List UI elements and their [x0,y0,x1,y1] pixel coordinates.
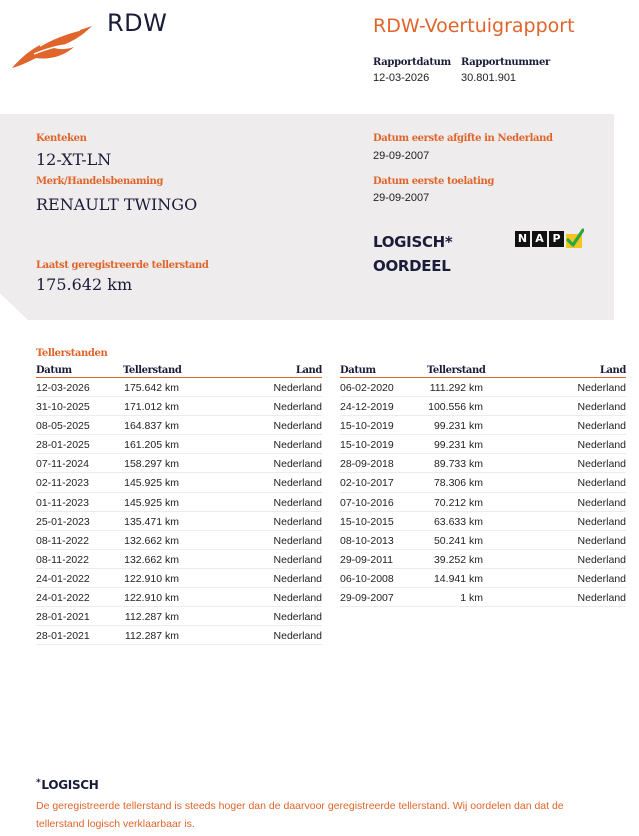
reading-country: Nederland [577,382,626,394]
reading-country: Nederland [273,630,322,643]
table-row [36,588,322,607]
first-admission-label: Datum eerste toelating [373,176,494,187]
table-row [340,512,626,531]
make-value: RENAULT TWINGO [36,195,198,214]
reading-odometer: 135.471 km [124,515,179,528]
table-row [36,454,322,473]
footnote-text: De geregistreerde tellerstand is steeds hoger dan de daarvoor geregistreerde tellerstand. Wij oordelen dan dat de tellerstand logisch verklaarbaar is. [36,800,564,830]
odometer-value: 175.642 km [36,275,133,294]
table-row [36,531,322,550]
reading-date: 29-09-2007 [340,592,394,605]
reading-country: Nederland [273,553,322,566]
reading-odometer: 111.292 km [429,382,483,394]
reading-odometer: 112.287 km [124,630,179,643]
footnote-title-text: LOGISCH [41,778,99,792]
reading-country: Nederland [273,611,322,624]
table-row [36,378,322,397]
table-row [36,569,322,588]
readings-title: Tellerstanden [36,348,108,359]
plate-value: 12-XT-LN [36,150,112,169]
reading-date: 28-01-2021 [36,611,90,624]
table-row [340,569,626,588]
table-row [36,435,322,454]
reading-odometer: 158.297 km [124,458,179,471]
table-row [340,378,626,397]
reading-date: 24-01-2022 [36,572,90,585]
readings-table-left [36,364,322,645]
reading-odometer: 145.925 km [124,477,179,490]
table-row [340,397,626,416]
reading-odometer: 161.205 km [124,439,179,452]
table-row [340,588,626,607]
plate-label: Kenteken [36,133,87,144]
reading-country: Nederland [577,592,626,605]
table-row [36,493,322,512]
reading-odometer: 132.662 km [124,534,179,547]
table-row [340,493,626,512]
report-date-label: Rapportdatum [373,57,451,68]
reading-odometer: 50.241 km [433,534,483,547]
reading-date: 06-10-2008 [340,572,394,585]
nap-letter: N [515,231,530,247]
reading-odometer: 1 km [460,592,483,605]
readings-table-right [340,364,626,607]
table-row [36,607,322,626]
reading-country: Nederland [273,420,322,433]
report-title: RDW-Voertuigrapport [373,15,575,37]
reading-country: Nederland [577,477,626,490]
reading-date: 08-11-2022 [36,534,89,547]
table-row [340,416,626,435]
reading-country: Nederland [577,515,626,528]
table-row [340,550,626,569]
reading-date: 28-01-2021 [36,630,90,643]
table-header [340,364,626,378]
column-header-date: Datum [36,365,72,376]
reading-country: Nederland [273,439,322,452]
reading-date: 15-10-2015 [340,515,394,528]
reading-country: Nederland [577,439,626,452]
nap-letter: P [549,231,564,247]
table-row [340,531,626,550]
verdict-line-1: LOGISCH* [373,233,453,251]
reading-country: Nederland [577,420,626,433]
odometer-label: Laatst geregistreerde tellerstand [36,260,209,271]
footnote-star: * [36,778,41,788]
table-row [340,435,626,454]
reading-date: 08-10-2013 [340,534,394,547]
reading-country: Nederland [273,496,322,509]
reading-odometer: 14.941 km [433,572,483,585]
nap-letter: A [532,231,547,247]
reading-odometer: 132.662 km [124,553,179,566]
brand-name: RDW [107,9,168,37]
nap-checkmark-icon [566,228,584,250]
reading-odometer: 122.910 km [124,572,179,585]
reading-date: 28-01-2025 [36,439,90,452]
table-header [36,364,322,378]
reading-country: Nederland [577,553,626,566]
reading-date: 01-11-2023 [36,496,89,509]
reading-date: 07-10-2016 [340,496,394,509]
reading-odometer: 63.633 km [433,515,483,528]
reading-country: Nederland [273,592,322,605]
reading-odometer: 175.642 km [124,382,179,394]
reading-odometer: 100.556 km [428,401,483,414]
reading-odometer: 122.910 km [124,592,179,605]
table-row [36,550,322,569]
reading-odometer: 78.306 km [433,477,483,490]
table-row [36,512,322,531]
reading-country: Nederland [273,458,322,471]
report-number: 30.801.901 [461,72,517,84]
reading-country: Nederland [577,534,626,547]
reading-odometer: 164.837 km [124,420,179,433]
table-row [36,416,322,435]
reading-date: 07-11-2024 [36,458,89,471]
reading-date: 29-09-2011 [340,553,393,566]
reading-country: Nederland [273,477,322,490]
report-date: 12-03-2026 [373,72,430,84]
first-issue-nl-value: 29-09-2007 [373,150,430,162]
table-row [340,454,626,473]
reading-date: 24-01-2022 [36,592,90,605]
table-row [36,473,322,492]
reading-odometer: 99.231 km [433,420,483,433]
first-issue-nl-label: Datum eerste afgifte in Nederland [373,133,553,144]
nap-logo [515,228,584,250]
reading-country: Nederland [577,458,626,471]
reading-country: Nederland [577,401,626,414]
column-header-country: Land [295,365,322,376]
reading-odometer: 70.212 km [433,496,483,509]
reading-country: Nederland [577,496,626,509]
make-label: Merk/Handelsbenaming [36,176,164,187]
footnote-title [36,778,99,792]
reading-date: 24-12-2019 [340,401,394,414]
reading-date: 08-11-2022 [36,553,89,566]
column-header-country: Land [599,365,626,376]
reading-date: 31-10-2025 [36,401,90,414]
column-header-odometer: Tellerstand [123,365,182,376]
reading-date: 08-05-2025 [36,420,90,433]
reading-date: 15-10-2019 [340,439,394,452]
reading-odometer: 112.287 km [124,611,179,624]
reading-date: 02-11-2023 [36,477,89,490]
reading-odometer: 145.925 km [124,496,179,509]
table-row [36,626,322,645]
reading-country: Nederland [273,382,322,394]
first-admission-value: 29-09-2007 [373,192,430,204]
reading-odometer: 99.231 km [433,439,483,452]
reading-odometer: 171.012 km [124,401,179,414]
column-header-odometer: Tellerstand [427,365,486,376]
reading-country: Nederland [273,515,322,528]
reading-date: 28-09-2018 [340,458,394,471]
reading-country: Nederland [577,572,626,585]
verdict-line-2: OORDEEL [373,257,451,275]
table-row [36,397,322,416]
reading-odometer: 89.733 km [433,458,483,471]
reading-date: 12-03-2026 [36,382,90,394]
reading-date: 25-01-2023 [36,515,90,528]
reading-date: 02-10-2017 [340,477,394,490]
report-number-label: Rapportnummer [461,57,550,68]
reading-country: Nederland [273,534,322,547]
reading-date: 15-10-2019 [340,420,394,433]
table-row [340,473,626,492]
reading-odometer: 39.252 km [433,553,483,566]
reading-date: 06-02-2020 [340,382,394,394]
reading-country: Nederland [273,572,322,585]
column-header-date: Datum [340,365,376,376]
rdw-logo-icon [10,24,94,70]
reading-country: Nederland [273,401,322,414]
